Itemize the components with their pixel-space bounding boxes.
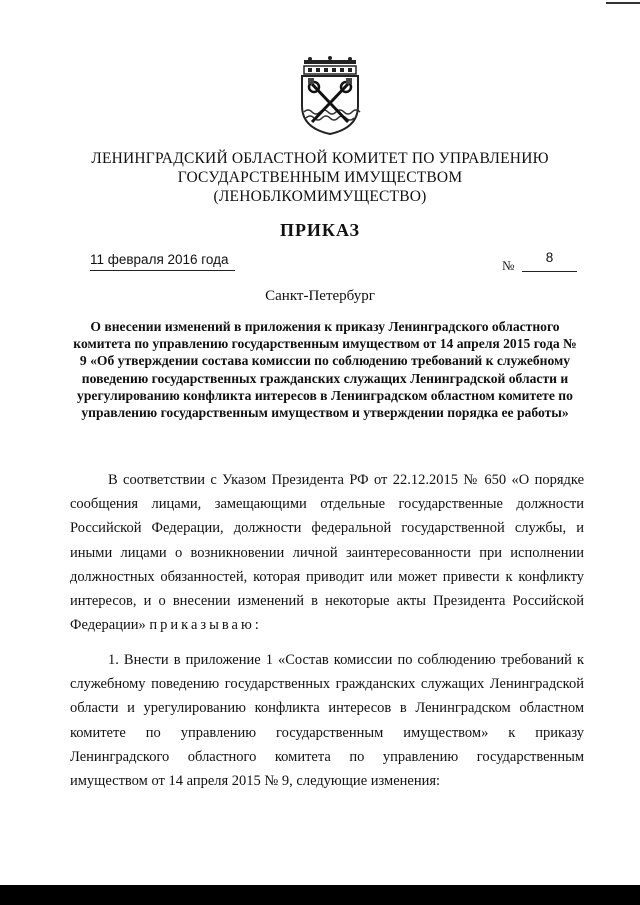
document-number: 8 bbox=[522, 250, 577, 272]
org-name-abbrev: (ЛЕНОБЛКОМИМУЩЕСТВО) bbox=[213, 188, 427, 205]
body-paragraph-1 bbox=[70, 468, 584, 637]
body-paragraph-2: 1. Внести в приложение 1 «Состав комиссии по соблюдению требований к служебному поведению государственных гражданских служащих Ленинградской области и урегулированию конфликта интересов в Ленинградском областном комитете по управлению государственным имуществом» к приказу Ленинградского областного комитета по управлению государственным имуществом от 14 апреля 2015 № 9, следующие изменения: bbox=[70, 652, 584, 790]
crown-icon bbox=[304, 56, 356, 74]
document-number-label: № bbox=[502, 258, 515, 273]
org-name-line-2: ГОСУДАРСТВЕННЫМ ИМУЩЕСТВОМ bbox=[177, 169, 463, 186]
scan-edge-mark bbox=[606, 2, 640, 4]
document-subject: О внесении изменений в приложения к приказу Ленинградского областного комитета по управлению государственным имуществом от 14 апреля 2015 года № 9 «Об утверждении состава комиссии по соблюдению требований к служебному поведению государственных гражданских служащих Ленинградской области и урегулированию конфликта интересов в Ленинградском областном комитете по управлению государственным имуществом и утверждении порядка ее работы» bbox=[73, 319, 577, 421]
scan-bottom-band bbox=[0, 885, 640, 905]
document-type: ПРИКАЗ bbox=[279, 220, 361, 240]
paragraph-1-text: В соответствии с Указом Президента РФ от 22.12.2015 № 650 «О порядке сообщения лицами, замещающими отдельные государственные должности Российской Федерации, должности федеральной государственной службы, и иными лицами о возникновении личной заинтересованности при исполнении должностных обязанностей, которая приводит или может привести к конфликту интересов, и о внесении изменений в некоторые акты Президента Российской Федерации» bbox=[70, 472, 584, 634]
order-word: приказываю: bbox=[149, 617, 262, 634]
coat-of-arms-icon bbox=[296, 56, 364, 136]
org-name-line-1: ЛЕНИНГРАДСКИЙ ОБЛАСТНОЙ КОМИТЕТ ПО УПРАВЛЕНИЮ bbox=[91, 150, 549, 167]
document-date: 11 февраля 2016 года bbox=[90, 252, 235, 271]
document-city: Санкт-Петербург bbox=[265, 288, 375, 304]
